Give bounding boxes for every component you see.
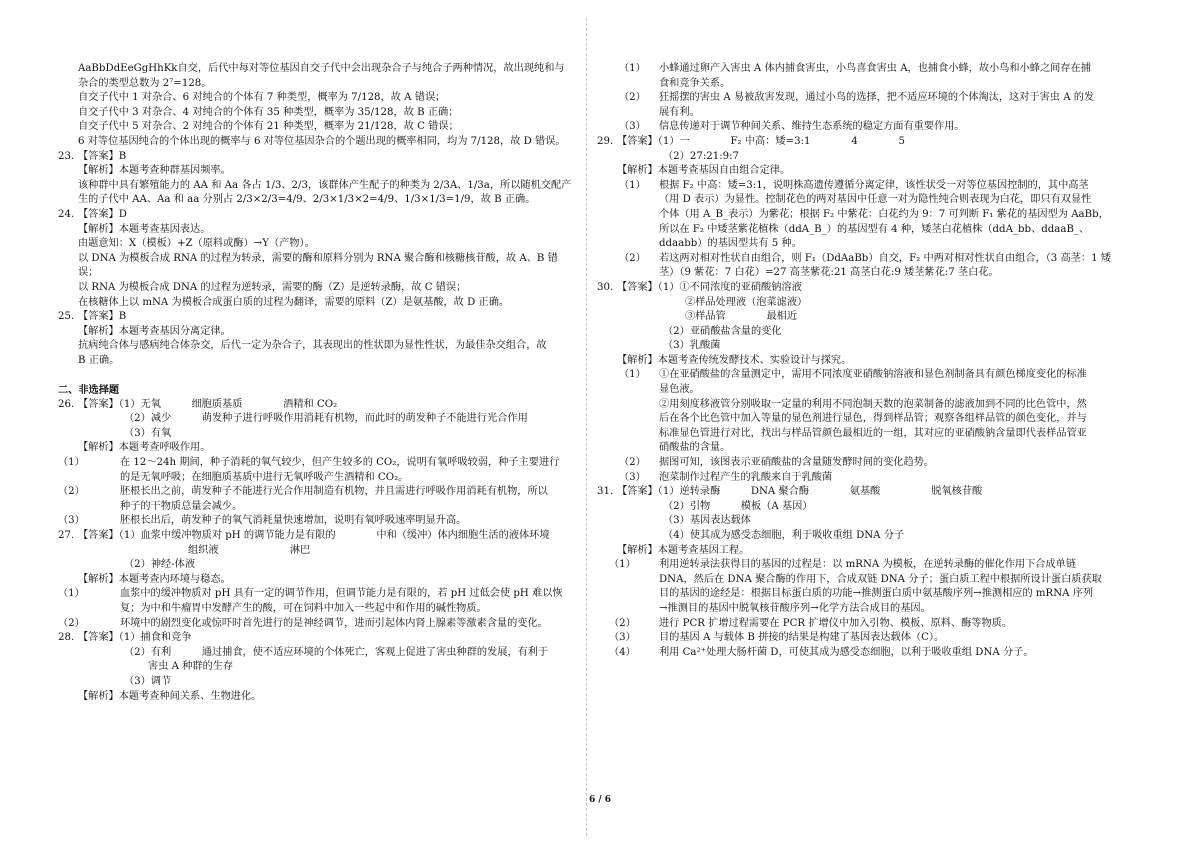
- analysis-line: （2） 胚根长出之前，萌发种子不能进行光合作用制造有机物，并且需进行呼吸作用消耗有机物，所以: [58, 486, 548, 498]
- answer-line: （2）有利 通过捕食，使不适应环境的个体死亡，客观上促进了害虫种群的发展，有利于: [124, 646, 549, 658]
- analysis-line: （2） 若这两对相对性状自由组合，则 F₁（DdAaBb）自交，F₂ 中两对相对性状自由组合，（3 高茎：1 矮: [619, 252, 1111, 264]
- question-number: 26.: [58, 398, 75, 410]
- analysis-line: 以 RNA 为模板合成 DNA 的过程为逆转录，需要的酶（Z）是逆转录酶，故 C 错误；: [78, 281, 467, 293]
- analysis-line: （1） ①在亚硝酸盐的含量测定中，需用不同浓度亚硝酸钠溶液和显色剂制备具有颜色梯度变化的标准: [619, 369, 1087, 381]
- analysis-line: 显色液。: [659, 384, 700, 396]
- analysis-line: 标准显色管进行对比，找出与样品管颜色最相近的一组，其对应的亚硝酸钠含量即代表样品管亚: [659, 427, 1087, 439]
- analysis-line: DNA，然后在 DNA 聚合酶的作用下，合成双链 DNA 分子；蛋白质工程中根据所设计蛋白质获取: [659, 573, 1102, 585]
- analysis-heading: 【解析】本题考查基因工程。: [617, 544, 750, 556]
- analysis-line: （1） 小蜂通过卵产入害虫 A 体内捕食害虫，小鸟喜食害虫 A，也捕食小蜂，故小鸟和小蜂之间存在捕: [619, 63, 1091, 74]
- analysis-line: （3） 信息传递对于调节种间关系、维持生态系统的稳定方面有重要作用。: [619, 121, 965, 133]
- analysis-line: （3） 目的基因 A 与载体 B 拼接的结果是构建了基因表达载体（C）。: [609, 632, 945, 644]
- question-number: 30.: [597, 281, 614, 293]
- analysis-line: ddaabb）的基因型共有 5 种。: [659, 238, 802, 250]
- answer-line: （3）调节: [124, 675, 172, 687]
- analysis-line: 目的基因的途经是：根据目标蛋白质的功能→推测蛋白质中氨基酸序列→推测相应的 mRNA 序列: [659, 588, 1094, 600]
- column-divider: [586, 18, 587, 836]
- analysis-line: 该种群中具有繁殖能力的 AA 和 Aa 各占 1/3、2/3，该群体产生配子的种类为 2/3A、1/3a，所以随机交配产: [78, 179, 572, 191]
- question-31-answer: 31. 【答案】（1）逆转录酶 DNA 聚合酶 氨基酸 脱氧核苷酸: [597, 485, 1145, 500]
- answer-line: （2）27:21:9:7: [663, 150, 740, 162]
- analysis-line: 【解析】本题考查种群基因频率。: [78, 165, 231, 177]
- intro-line: 自交子代中 3 对杂合、4 对纯合的个体有 35 种类型，概率为 35/128，故 B 正确；: [78, 106, 459, 118]
- intro-line: AaBbDdEeGgHhKk自交，后代中每对等位基因自交子代中会出现杂合子与纯合子两种情况，故出现纯和与: [78, 63, 565, 74]
- analysis-line: 抗病纯合体与感病纯合体杂交，后代一定为杂合子，其表现出的性状即为显性性状，为最佳杂交组合，故: [78, 340, 547, 352]
- analysis-heading: 【解析】本题考查内环境与稳态。: [78, 573, 231, 585]
- analysis-line: 误；: [78, 267, 99, 279]
- analysis-line: （1） 利用逆转录法获得目的基因的过程是：以 mRNA 为模板，在逆转录酶的催化作用下合成单链: [609, 559, 1077, 571]
- analysis-line: 种子的干物质总量会减少。: [120, 500, 243, 512]
- analysis-line: →推测目的基因中脱氧核苷酸序列→化学方法合成目的基因。: [659, 602, 931, 614]
- answer-line: （3）乳酸菌: [663, 340, 721, 352]
- question-23-answer: 23. 【答案】B: [58, 150, 575, 165]
- analysis-line: 所以在 F₂ 中矮茎紫花植株（ddA_B_）的基因型有 4 种，矮茎白花植株（ddA_bb、ddaaB_、: [659, 223, 1090, 235]
- analysis-line: 在核糖体上以 mNA 为模板合成蛋白质的过程为翻译，需要的原料（Z）是氨基酸，故 D 正确。: [78, 296, 510, 308]
- question-27-answer: 27. 【答案】（1）血浆中缓冲物质对 pH 的调节能力是有限的 中和（缓冲）体内细胞生活的液体环境: [58, 529, 575, 544]
- page-number: 6 / 6: [588, 795, 612, 805]
- answer-line: （2）亚硝酸盐含量的变化: [663, 325, 782, 337]
- section-heading: 二、非选择题: [58, 384, 120, 397]
- question-number: 27.: [58, 530, 75, 541]
- analysis-line: （1） 根据 F₂ 中高：矮=3:1，说明株高遗传遵循分离定律，该性状受一对等位基因控制的，其中高茎: [619, 179, 1089, 191]
- question-number: 29.: [597, 135, 614, 147]
- analysis-line: ②用刻度移液管分别吸取一定量的利用不同泡制天数的泡菜制备的滤液加到不同的比色管中，然: [659, 398, 1087, 410]
- analysis-heading: 【解析】本题考查呼吸作用。: [78, 442, 211, 454]
- intro-line: 自交子代中 1 对杂合、6 对纯合的个体有 7 种类型，概率为 7/128，故 A 错误；: [78, 92, 446, 104]
- analysis-line: （2） 环境中的剧烈变化或惊吓时首先进行的是神经调节，进而引起体内肾上腺素等激素含量的变化。: [58, 617, 548, 629]
- analysis-heading: 【解析】本题考查种间关系、生物进化。: [78, 690, 262, 702]
- analysis-line: （4） 利用 Ca²⁺处理大肠杆菌 D，可使其成为感受态细胞，以利于吸收重组 DNA 分子。: [609, 646, 1034, 658]
- question-number: 25.: [58, 311, 75, 323]
- answer-line: （3）有氧: [124, 427, 172, 439]
- intro-line: 6 对等位基因纯合的个体出现的概率与 6 对等位基因杂合的个题出现的概率相同，均为 7/128，故 D 错误。: [78, 135, 566, 147]
- analysis-line: （3） 胚根长出后，萌发种子的氧气消耗量快速增加，说明有氧呼吸速率明显升高。: [58, 515, 467, 527]
- question-number: 28.: [58, 632, 75, 644]
- question-24-answer: 24. 【答案】D: [58, 208, 575, 223]
- left-column: [58, 62, 575, 704]
- right-column: [597, 62, 1145, 660]
- analysis-line: （1） 血浆中的缓冲物质对 pH 具有一定的调节作用，但调节能力是有限的，若 pH 过低会使 pH 难以恢: [58, 588, 563, 600]
- analysis-line: 以 DNA 为模板合成 RNA 的过程为转录，需要的酶和原料分别为 RNA 聚合酶和核糖核苷酸，故 A、B 错: [78, 252, 558, 264]
- intro-line: 杂合的类型总数为 2⁷=128。: [78, 77, 212, 89]
- analysis-line: 由题意知：X（模板）+Z（原料或酶）→Y（产物）。: [78, 238, 315, 250]
- analysis-line: 硝酸盐的含量。: [659, 442, 731, 454]
- answer-line: ②样品处理液（泡菜滤液）: [685, 296, 808, 308]
- analysis-heading: 【解析】本题考查传统发酵技术、实验设计与探究。: [617, 354, 852, 366]
- analysis-line: （1） 在 12～24h 期间，种子消耗的氧气较少，但产生较多的 CO₂，说明有氧呼吸较弱，种子主要进行: [58, 457, 560, 469]
- intro-line: 自交子代中 5 对杂合、2 对纯合的个体有 21 种类型，概率为 21/128，故 C 错误；: [78, 121, 459, 133]
- analysis-line: 个体（用 A_B_表示）为紫花；根据 F₂ 中紫花：白花约为 9：7 可判断 F₁ 紫花的基因型为 AaBb，: [659, 208, 1109, 220]
- analysis-line: （2） 狂摇摆的害虫 A 易被敌害发现，通过小鸟的选择，把不适应环境的个体淘汰，这对于害虫 A 的发: [619, 92, 1095, 104]
- analysis-line: 【解析】本题考查基因表达。: [78, 223, 211, 235]
- analysis-line: 后在各个比色管中加入等量的显色剂进行显色，得到样品管；观察各组样品管的颜色变化，并与: [659, 413, 1087, 425]
- answer-line: ③样品管 最相近: [685, 311, 798, 323]
- answer-line: （2）引物 模板（A 基因）: [663, 500, 813, 512]
- answer-line: （3）基因表达载体: [663, 515, 751, 527]
- analysis-line: 展有利。: [659, 106, 700, 118]
- answer-line: （4）使其成为感受态细胞，利于吸收重组 DNA 分子: [663, 530, 905, 541]
- analysis-line: （2） 进行 PCR 扩增过程需要在 PCR 扩增仪中加入引物、模板、原料、酶等物质。: [609, 617, 1013, 629]
- analysis-line: B 正确。: [78, 354, 120, 366]
- answer-line: （2）神经-体液: [124, 559, 196, 571]
- question-number: 24.: [58, 208, 75, 220]
- analysis-line: 【解析】本题考查基因分离定律。: [78, 325, 231, 337]
- question-number: 31.: [597, 486, 614, 498]
- question-29-answer: 29. 【答案】（1）一 F₂ 中高：矮=3:1 4 5: [597, 135, 1145, 150]
- answer-line: 组织液 淋巴: [188, 544, 311, 556]
- question-25-answer: 25. 【答案】B: [58, 310, 575, 325]
- analysis-heading: 【解析】本题考查基因自由组合定律。: [617, 165, 791, 177]
- question-28-answer: 28. 【答案】（1）捕食和竞争: [58, 631, 575, 646]
- analysis-line: 复；为中和牛瘤胃中发酵产生的酸，可在饲料中加入一些起中和作用的碱性物质。: [120, 602, 487, 614]
- analysis-line: 茎）（9 紫花：7 白花）=27 高茎紫花:21 高茎白花:9 矮茎紫花:7 茎白花。: [659, 267, 999, 279]
- answer-line: 害虫 A 种群的生存: [148, 661, 234, 673]
- analysis-line: （用 D 表示）为显性。控制花色的两对基因中任意一对为隐性纯合则表现为白花，即只有双显性: [659, 194, 1092, 206]
- question-26-answer: 26. 【答案】（1）无氧 细胞质基质 酒精和 CO₂: [58, 398, 575, 413]
- analysis-line: 生的子代中 AA、Aa 和 aa 分别占 2/3×2/3=4/9、2/3×1/3×2=4/9、1/3×1/3=1/9，故 B 正确。: [78, 194, 536, 206]
- answer-line: （2）减少 萌发种子进行呼吸作用消耗有机物，而此时的萌发种子不能进行光合作用: [124, 413, 528, 425]
- analysis-line: （2） 据图可知，该图表示亚硝酸盐的含量随发酵时间的变化趋势。: [619, 457, 935, 469]
- analysis-line: 食和竞争关系。: [659, 77, 731, 89]
- question-number: 23.: [58, 150, 75, 162]
- question-30-answer: 30. 【答案】（1）①不同浓度的亚硝酸钠溶液: [597, 281, 1145, 296]
- analysis-line: 的是无氧呼吸；在细胞质基质中进行无氧呼吸产生酒精和 CO₂。: [120, 471, 409, 483]
- analysis-line: （3） 泡菜制作过程产生的乳酸来自于乳酸菌: [619, 471, 833, 483]
